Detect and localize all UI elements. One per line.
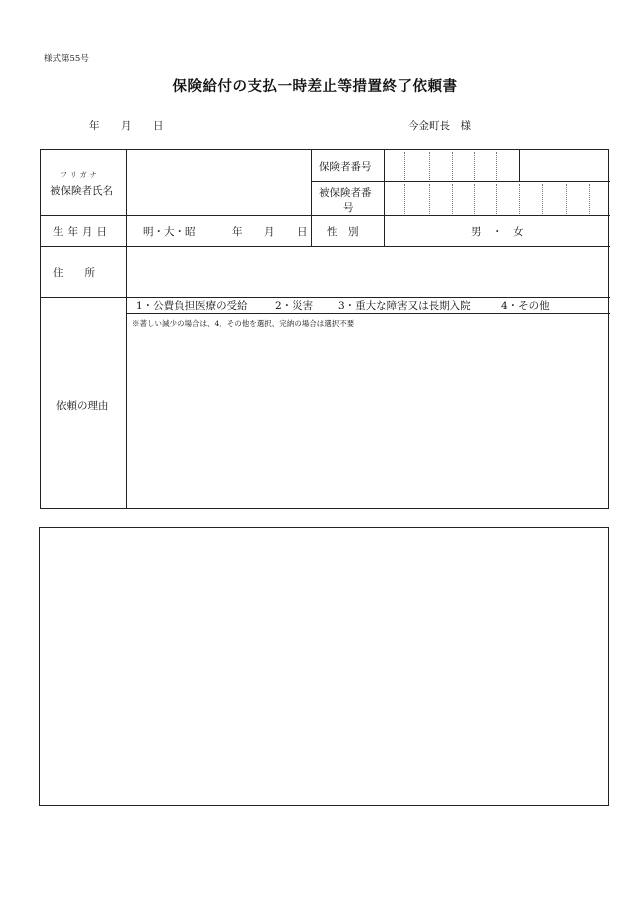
date-month-label: 月	[121, 120, 132, 132]
digit-divider	[542, 184, 543, 214]
digit-divider	[474, 184, 475, 214]
digit-divider	[404, 152, 405, 180]
insurer-number-label: 保険者番号	[319, 161, 372, 173]
divider	[384, 150, 385, 246]
reason-option-1[interactable]: 1・公費負担医療の受給	[136, 300, 248, 312]
birth-month-label: 月	[264, 226, 275, 238]
reason-label: 依頼の理由	[56, 400, 109, 412]
birthdate-label: 生年月日	[53, 226, 111, 238]
insured-number-label-line2: 号	[343, 202, 354, 214]
application-form-table	[40, 149, 609, 509]
digit-divider	[452, 184, 453, 214]
digit-divider	[429, 184, 430, 214]
addressee: 今金町長 様	[408, 120, 471, 132]
digit-divider	[519, 184, 520, 214]
reason-option-4[interactable]: 4・その他	[501, 300, 550, 312]
form-number: 様式第55号	[44, 54, 89, 64]
divider	[311, 181, 610, 182]
reason-option-3[interactable]: 3・重大な障害又は長期入院	[338, 300, 471, 312]
digit-divider	[589, 184, 590, 214]
remarks-box[interactable]	[39, 527, 609, 806]
divider	[311, 150, 312, 246]
divider	[126, 313, 610, 314]
digit-divider	[496, 152, 497, 180]
birth-day-label: 日	[297, 226, 308, 238]
reason-option-2[interactable]: 2・災害	[275, 300, 314, 312]
digit-divider	[429, 152, 430, 180]
sex-label: 性 別	[327, 226, 359, 238]
digit-divider	[496, 184, 497, 214]
reason-note: ※著しい減少の場合は、4．その他を選択、完納の場合は選択不要	[132, 319, 355, 328]
page-title: 保険給付の支払一時差止等措置終了依頼書	[172, 78, 458, 95]
divider	[126, 150, 127, 509]
digit-divider	[566, 184, 567, 214]
digit-divider	[452, 152, 453, 180]
furigana-label: フリガナ	[60, 171, 100, 179]
insured-number-label-line1: 被保険者番	[319, 187, 372, 199]
sex-options: 男 ・ 女	[471, 226, 524, 238]
birth-year-label: 年	[232, 226, 243, 238]
insured-name-label: 被保険者氏名	[50, 185, 113, 197]
digit-divider	[474, 152, 475, 180]
digit-divider	[404, 184, 405, 214]
divider	[519, 150, 520, 181]
era-options: 明・大・昭	[143, 226, 196, 238]
date-day-label: 日	[153, 120, 164, 132]
date-year-label: 年	[89, 120, 100, 132]
address-label: 住 所	[53, 267, 95, 279]
